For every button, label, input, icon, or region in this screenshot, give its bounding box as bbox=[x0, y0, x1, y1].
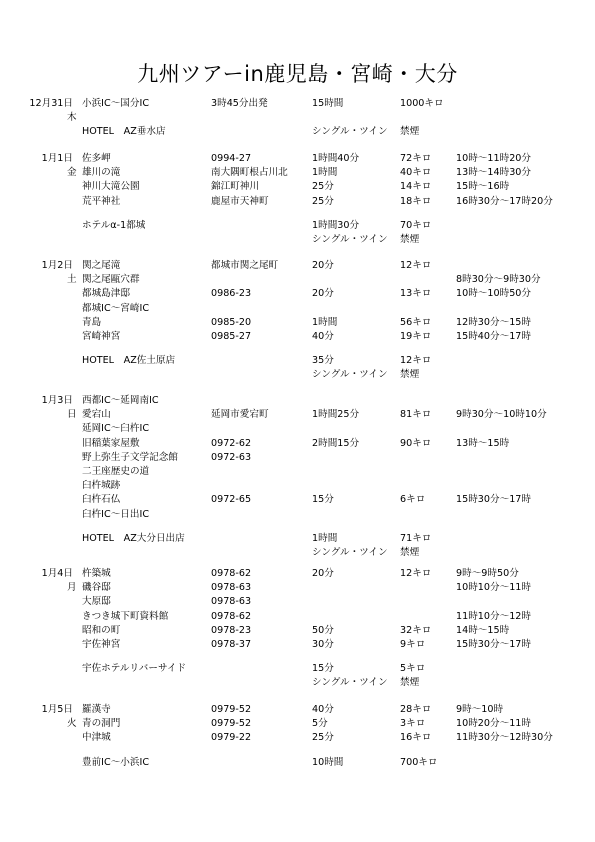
phone-or-address: 錦江町神川 bbox=[211, 181, 259, 193]
date-label: 1月3日 bbox=[41, 395, 73, 406]
duration: 1時間25分 bbox=[312, 409, 360, 421]
date-label: 1月1日 bbox=[41, 153, 73, 164]
itinerary-row bbox=[0, 717, 595, 731]
phone-or-address: 0972-63 bbox=[211, 451, 252, 463]
place-name: 西都IC～延岡南IC bbox=[82, 395, 159, 406]
duration: 25分 bbox=[312, 181, 334, 193]
phone-or-address: 0972-65 bbox=[211, 494, 252, 506]
duration: 1時間40分 bbox=[312, 153, 360, 164]
duration: 30分 bbox=[312, 638, 334, 650]
visit-hours: 10時～10時50分 bbox=[456, 288, 531, 300]
distance: 70キロ bbox=[400, 219, 432, 231]
distance: 14キロ bbox=[400, 181, 432, 193]
distance: 6キロ bbox=[400, 494, 426, 506]
place-name: 関之尾滝 bbox=[82, 260, 121, 271]
weekday-label: 日 bbox=[67, 409, 77, 421]
place-name: HOTEL AZ垂水店 bbox=[82, 126, 166, 138]
phone-or-address: 南大隅町根占川北 bbox=[211, 167, 288, 179]
place-name: 愛宕山 bbox=[82, 409, 111, 421]
date-label: 12月31日 bbox=[29, 98, 73, 109]
visit-hours: 15時～16時 bbox=[456, 181, 510, 193]
duration: 15分 bbox=[312, 663, 334, 675]
visit-hours: 13時～15時 bbox=[456, 437, 510, 449]
visit-hours: 10時10分～11時 bbox=[456, 582, 531, 594]
distance: 5キロ bbox=[400, 663, 426, 675]
place-name: きつき城下町資料館 bbox=[82, 610, 169, 622]
itinerary-row bbox=[0, 273, 595, 287]
weekday-label: 火 bbox=[67, 718, 77, 730]
duration: 20分 bbox=[312, 260, 334, 271]
itinerary-row bbox=[0, 662, 595, 676]
row-spacer bbox=[0, 344, 595, 354]
duration: 10時間 bbox=[312, 756, 344, 768]
distance: 32キロ bbox=[400, 624, 432, 636]
itinerary-row bbox=[0, 756, 595, 770]
distance: 3キロ bbox=[400, 718, 426, 730]
place-name: HOTEL AZ佐土原店 bbox=[82, 355, 176, 367]
distance: 81キロ bbox=[400, 409, 432, 421]
distance: 18キロ bbox=[400, 195, 432, 207]
distance: 12キロ bbox=[400, 260, 432, 271]
distance: 700キロ bbox=[400, 756, 438, 768]
visit-hours: 9時～10時 bbox=[456, 704, 504, 715]
duration: 35分 bbox=[312, 355, 334, 367]
distance: 13キロ bbox=[400, 288, 432, 300]
place-name: 野上弥生子文学記念館 bbox=[82, 451, 178, 463]
place-name: 二王座歴史の道 bbox=[82, 465, 150, 477]
itinerary-row bbox=[0, 219, 595, 233]
phone-or-address: 都城市関之尾町 bbox=[211, 260, 279, 271]
duration: シングル・ツイン bbox=[312, 546, 388, 558]
visit-hours: 14時～15時 bbox=[456, 624, 510, 636]
phone-or-address: 0978-62 bbox=[211, 610, 252, 622]
distance: 9キロ bbox=[400, 638, 426, 650]
distance: 90キロ bbox=[400, 437, 432, 449]
place-name: 青島 bbox=[82, 316, 102, 328]
duration: 15分 bbox=[312, 494, 334, 506]
itinerary-row bbox=[0, 676, 595, 690]
itinerary-row bbox=[0, 111, 595, 125]
itinerary-row bbox=[0, 624, 595, 638]
distance: 56キロ bbox=[400, 316, 432, 328]
itinerary-row bbox=[0, 731, 595, 745]
visit-hours: 16時30分～17時20分 bbox=[456, 195, 553, 207]
phone-or-address: 0979-52 bbox=[211, 704, 252, 715]
distance: 72キロ bbox=[400, 153, 432, 164]
place-name: 延岡IC～臼杵IC bbox=[82, 423, 150, 435]
itinerary-row bbox=[0, 703, 595, 717]
itinerary-row bbox=[0, 354, 595, 368]
itinerary-row bbox=[0, 493, 595, 507]
distance: 12キロ bbox=[400, 355, 432, 367]
phone-or-address: 延岡市愛宕町 bbox=[211, 409, 269, 421]
distance: 禁煙 bbox=[400, 677, 420, 689]
visit-hours: 9時～9時50分 bbox=[456, 568, 519, 579]
visit-hours: 15時40分～17時 bbox=[456, 330, 531, 342]
visit-hours: 12時30分～15時 bbox=[456, 316, 531, 328]
itinerary-row bbox=[0, 422, 595, 436]
itinerary-row bbox=[0, 152, 595, 166]
day-block bbox=[0, 152, 595, 247]
place-name: 大原邸 bbox=[82, 596, 111, 608]
duration: 5分 bbox=[312, 718, 328, 730]
row-spacer bbox=[0, 652, 595, 662]
weekday-label: 月 bbox=[67, 582, 77, 594]
duration: 1時間 bbox=[312, 532, 338, 544]
place-name: 都城島津邸 bbox=[82, 288, 130, 300]
duration: 40分 bbox=[312, 704, 334, 715]
duration: 1時間 bbox=[312, 316, 338, 328]
place-name: 杵築城 bbox=[82, 568, 111, 579]
itinerary-row bbox=[0, 97, 595, 111]
itinerary-row bbox=[0, 408, 595, 422]
itinerary-row bbox=[0, 638, 595, 652]
duration: シングル・ツイン bbox=[312, 369, 388, 381]
distance: 16キロ bbox=[400, 732, 432, 744]
phone-or-address: 0978-23 bbox=[211, 624, 252, 636]
distance: 19キロ bbox=[400, 330, 432, 342]
duration: 1時間 bbox=[312, 167, 338, 179]
duration: 40分 bbox=[312, 330, 334, 342]
itinerary-row bbox=[0, 195, 595, 209]
itinerary-row bbox=[0, 368, 595, 382]
place-name: HOTEL AZ大分日出店 bbox=[82, 532, 185, 544]
duration: 1時間30分 bbox=[312, 219, 360, 231]
itinerary-row bbox=[0, 567, 595, 581]
phone-or-address: 0978-62 bbox=[211, 568, 252, 579]
duration: 25分 bbox=[312, 195, 334, 207]
duration: シングル・ツイン bbox=[312, 233, 388, 245]
visit-hours: 11時10分～12時 bbox=[456, 610, 531, 622]
place-name: 宇佐神宮 bbox=[82, 638, 121, 650]
row-spacer bbox=[0, 746, 595, 756]
place-name: 宮崎神宮 bbox=[82, 330, 121, 342]
duration: シングル・ツイン bbox=[312, 126, 388, 138]
duration: 2時間15分 bbox=[312, 437, 360, 449]
itinerary-row bbox=[0, 610, 595, 624]
phone-or-address: 3時45分出発 bbox=[211, 98, 268, 109]
itinerary-row bbox=[0, 125, 595, 139]
duration: 20分 bbox=[312, 568, 334, 579]
distance: 28キロ bbox=[400, 704, 432, 715]
phone-or-address: 0985-27 bbox=[211, 330, 252, 342]
duration: 50分 bbox=[312, 624, 334, 636]
date-label: 1月2日 bbox=[41, 260, 73, 271]
visit-hours: 15時30分～17時 bbox=[456, 638, 531, 650]
visit-hours: 10時～11時20分 bbox=[456, 153, 531, 164]
day-block bbox=[0, 394, 595, 560]
place-name: 豊前IC～小浜IC bbox=[82, 756, 150, 768]
place-name: 雄川の滝 bbox=[82, 167, 121, 179]
itinerary-row bbox=[0, 581, 595, 595]
duration: 20分 bbox=[312, 288, 334, 300]
distance: 71キロ bbox=[400, 532, 432, 544]
distance: 禁煙 bbox=[400, 233, 420, 245]
duration: 25分 bbox=[312, 732, 334, 744]
itinerary-row bbox=[0, 437, 595, 451]
place-name: 羅漢寺 bbox=[82, 704, 111, 715]
visit-hours: 15時30分～17時 bbox=[456, 494, 531, 506]
itinerary-row bbox=[0, 259, 595, 273]
day-block bbox=[0, 567, 595, 691]
itinerary-row bbox=[0, 508, 595, 522]
place-name: ホテルα-1都城 bbox=[82, 219, 146, 231]
itinerary-row bbox=[0, 180, 595, 194]
visit-hours: 11時30分～12時30分 bbox=[456, 732, 553, 744]
row-spacer bbox=[0, 522, 595, 532]
itinerary-row bbox=[0, 465, 595, 479]
place-name: 旧稲葉家屋敷 bbox=[82, 437, 140, 449]
place-name: 臼杵城跡 bbox=[82, 480, 121, 492]
place-name: 臼杵IC～日出IC bbox=[82, 508, 150, 520]
phone-or-address: 0978-37 bbox=[211, 638, 252, 650]
visit-hours: 9時30分～10時10分 bbox=[456, 409, 547, 421]
place-name: 昭和の町 bbox=[82, 624, 121, 636]
place-name: 神川大滝公園 bbox=[82, 181, 140, 193]
place-name: 佐多岬 bbox=[82, 153, 111, 164]
row-spacer bbox=[0, 209, 595, 219]
place-name: 小浜IC～国分IC bbox=[82, 98, 150, 109]
itinerary-row bbox=[0, 233, 595, 247]
itinerary-row bbox=[0, 394, 595, 408]
phone-or-address: 0985-20 bbox=[211, 316, 252, 328]
itinerary-row bbox=[0, 330, 595, 344]
distance: 12キロ bbox=[400, 568, 432, 579]
distance: 40キロ bbox=[400, 167, 432, 179]
phone-or-address: 0978-63 bbox=[211, 596, 252, 608]
distance: 禁煙 bbox=[400, 126, 420, 138]
phone-or-address: 鹿屋市天神町 bbox=[211, 195, 269, 207]
place-name: 中津城 bbox=[82, 732, 111, 744]
distance: 1000キロ bbox=[400, 98, 444, 109]
distance: 禁煙 bbox=[400, 369, 420, 381]
page-title: 九州ツアーin鹿児島・宮崎・大分 bbox=[137, 62, 458, 86]
phone-or-address: 0979-22 bbox=[211, 732, 252, 744]
phone-or-address: 0972-62 bbox=[211, 437, 252, 449]
place-name: 臼杵石仏 bbox=[82, 494, 121, 506]
phone-or-address: 0994-27 bbox=[211, 153, 252, 164]
place-name: 都城IC～宮崎IC bbox=[82, 302, 150, 314]
phone-or-address: 0979-52 bbox=[211, 718, 252, 730]
visit-hours: 8時30分～9時30分 bbox=[456, 274, 541, 286]
itinerary-row bbox=[0, 546, 595, 560]
itinerary-row bbox=[0, 287, 595, 301]
itinerary-row bbox=[0, 451, 595, 465]
date-label: 1月4日 bbox=[41, 568, 73, 579]
itinerary-row bbox=[0, 479, 595, 493]
duration: シングル・ツイン bbox=[312, 677, 388, 689]
visit-hours: 10時20分～11時 bbox=[456, 718, 531, 730]
place-name: 磯谷邸 bbox=[82, 582, 111, 594]
place-name: 荒平神社 bbox=[82, 195, 121, 207]
weekday-label: 木 bbox=[67, 112, 77, 124]
weekday-label: 土 bbox=[67, 274, 77, 286]
visit-hours: 13時～14時30分 bbox=[456, 167, 531, 179]
place-name: 青の洞門 bbox=[82, 718, 121, 730]
distance: 禁煙 bbox=[400, 546, 420, 558]
itinerary-row bbox=[0, 166, 595, 180]
duration: 15時間 bbox=[312, 98, 344, 109]
place-name: 宇佐ホテルリバーサイド bbox=[82, 663, 187, 675]
weekday-label: 金 bbox=[67, 167, 77, 179]
phone-or-address: 0978-63 bbox=[211, 582, 252, 594]
day-block bbox=[0, 259, 595, 383]
itinerary-row bbox=[0, 302, 595, 316]
itinerary-row bbox=[0, 316, 595, 330]
phone-or-address: 0986-23 bbox=[211, 288, 252, 300]
itinerary-row bbox=[0, 532, 595, 546]
place-name: 関之尾甌穴群 bbox=[82, 274, 140, 286]
itinerary-row bbox=[0, 595, 595, 609]
day-block bbox=[0, 97, 595, 140]
date-label: 1月5日 bbox=[41, 704, 73, 715]
day-block bbox=[0, 703, 595, 770]
